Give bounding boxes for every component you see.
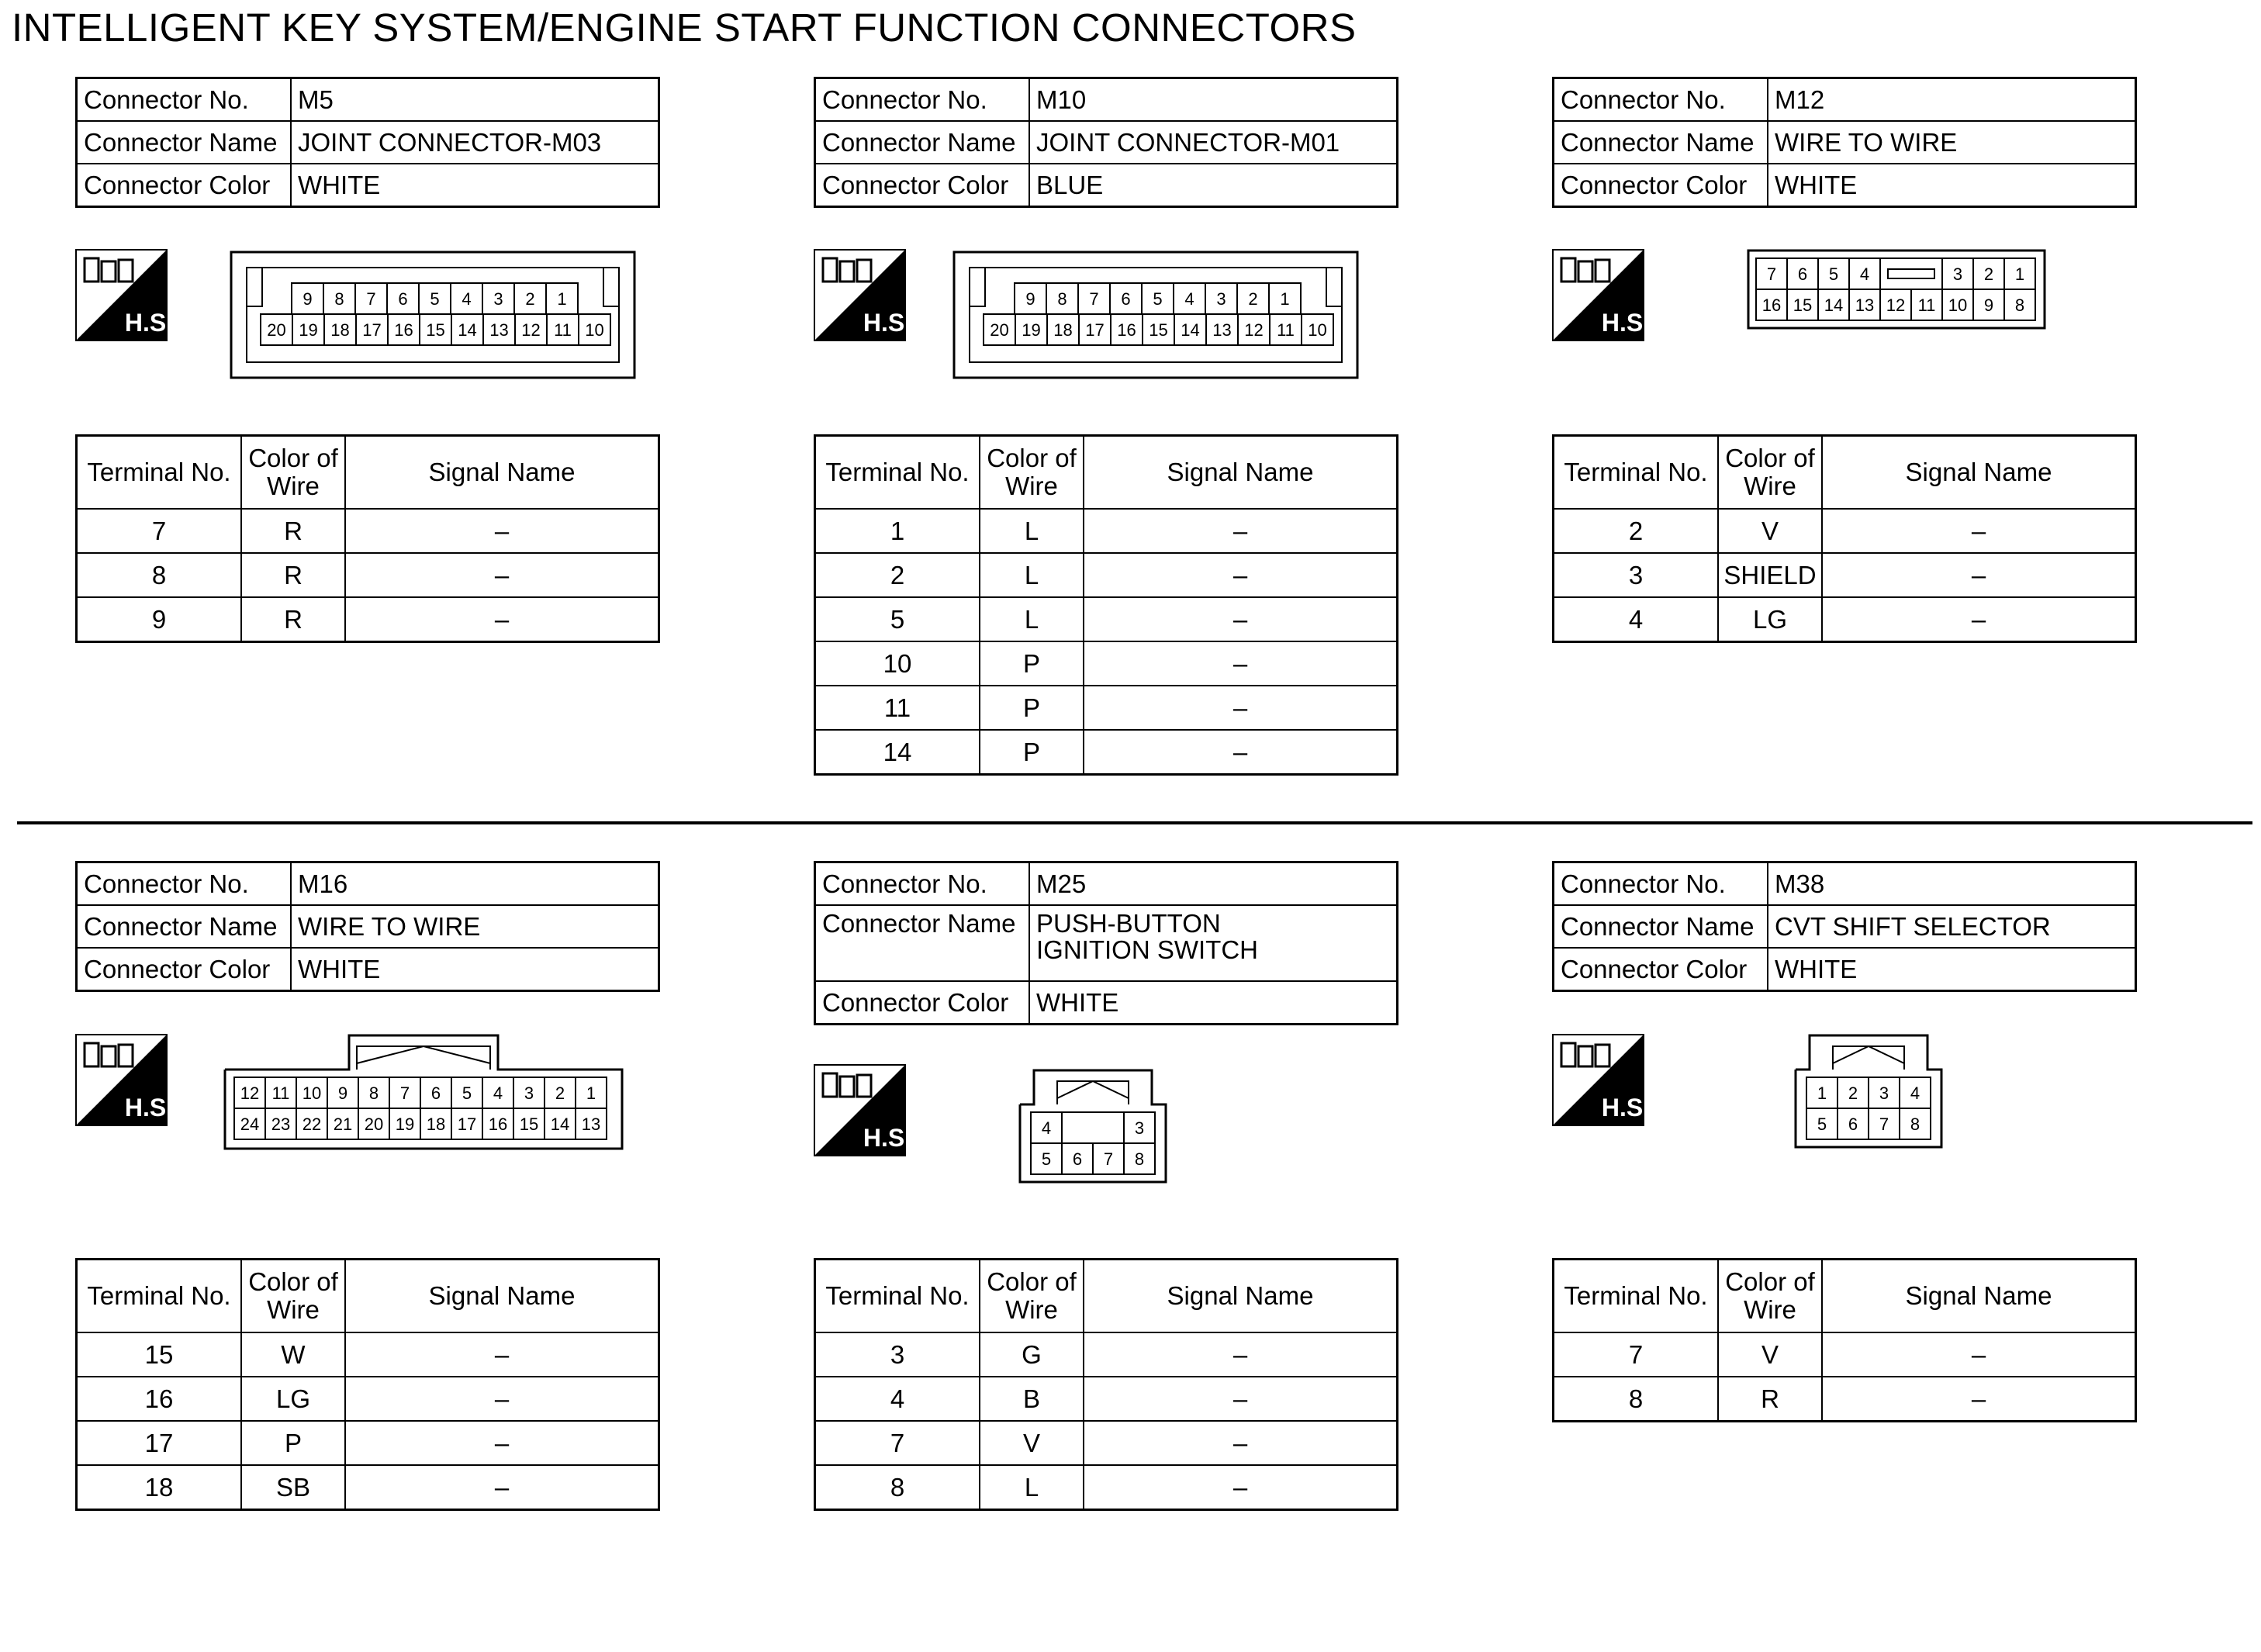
pin-number: 3 xyxy=(1952,264,1963,284)
pin-number: 12 xyxy=(521,320,541,340)
connector-no-value: M38 xyxy=(1768,862,2136,906)
label-connector-no: Connector No. xyxy=(815,78,1030,122)
wire-color-cell: P xyxy=(241,1421,345,1465)
table-row xyxy=(815,1377,1398,1421)
pin-number: 12 xyxy=(1244,320,1264,340)
terminal-no-cell: 3 xyxy=(1554,553,1719,597)
connector-block-m38 xyxy=(1552,861,2142,1413)
terminal-no-cell: 7 xyxy=(1554,1332,1719,1377)
header-color-of-wire: Color of Wire xyxy=(1718,436,1822,510)
connector-block-m16 xyxy=(75,861,665,1502)
pin-number: 22 xyxy=(302,1115,322,1134)
terminal-no-cell: 1 xyxy=(815,509,980,553)
pin-number: 10 xyxy=(585,320,604,340)
label-connector-no: Connector No. xyxy=(1554,78,1768,122)
connector-info-table xyxy=(814,77,1398,208)
pin-number: 4 xyxy=(493,1083,503,1103)
pin-number: 4 xyxy=(1041,1118,1052,1138)
terminal-no-cell: 7 xyxy=(77,509,242,553)
connector-face-diagram xyxy=(230,251,636,379)
pin-number: 6 xyxy=(1848,1115,1858,1134)
hs-label: H.S. xyxy=(1601,1094,1651,1121)
pin-number: 9 xyxy=(303,289,313,309)
pin-number: 13 xyxy=(1855,295,1875,315)
connector-info-table xyxy=(75,77,660,208)
pin-number: 8 xyxy=(368,1083,379,1103)
signal-name-cell: – xyxy=(345,597,659,642)
connector-block-m12 xyxy=(1552,77,2142,634)
header-signal-name: Signal Name xyxy=(1084,436,1398,510)
pin-number: 1 xyxy=(586,1083,596,1103)
connector-block-m5 xyxy=(75,77,665,634)
pin-number: 8 xyxy=(1910,1115,1920,1134)
pin-number: 16 xyxy=(1761,295,1782,315)
signal-name-cell: – xyxy=(1822,509,2136,553)
table-row xyxy=(77,1332,659,1377)
pin-number: 24 xyxy=(240,1115,260,1134)
pin-number: 6 xyxy=(1121,289,1131,309)
terminal-no-cell: 16 xyxy=(77,1377,242,1421)
hs-label: H.S. xyxy=(863,309,912,337)
label-connector-color: Connector Color xyxy=(1554,164,1768,207)
wire-color-cell: L xyxy=(980,553,1084,597)
pin-number: 1 xyxy=(1280,289,1290,309)
signal-name-cell: – xyxy=(1084,1421,1398,1465)
connector-no-value: M16 xyxy=(291,862,659,906)
pin-row-bottom xyxy=(234,1108,607,1139)
terminal-no-cell: 3 xyxy=(815,1332,980,1377)
table-row xyxy=(77,597,659,642)
table-row xyxy=(815,1421,1398,1465)
terminal-no-cell: 11 xyxy=(815,686,980,730)
wire-color-cell: P xyxy=(980,641,1084,686)
label-connector-no: Connector No. xyxy=(77,78,292,122)
header-color-of-wire: Color of Wire xyxy=(980,436,1084,510)
signal-name-cell: – xyxy=(1084,730,1398,775)
table-row xyxy=(815,686,1398,730)
connector-block-m10 xyxy=(814,77,1403,766)
pin-number: 5 xyxy=(1817,1115,1827,1134)
table-row xyxy=(815,597,1398,641)
pin-number: 2 xyxy=(1983,264,1994,284)
label-connector-no: Connector No. xyxy=(815,862,1030,906)
pin-row-top xyxy=(1806,1077,1931,1108)
hs-label: H.S. xyxy=(124,309,174,337)
connector-color-value: WHITE xyxy=(291,164,659,207)
header-terminal-no: Terminal No. xyxy=(77,1260,242,1333)
signal-name-cell: – xyxy=(1822,553,2136,597)
label-connector-name: Connector Name xyxy=(1554,121,1768,164)
signal-name-cell: – xyxy=(1822,597,2136,642)
pin-number: 2 xyxy=(1848,1083,1858,1103)
table-row xyxy=(77,1377,659,1421)
terminal-no-cell: 7 xyxy=(815,1421,980,1465)
signal-name-cell: – xyxy=(1084,1332,1398,1377)
wire-color-cell: P xyxy=(980,686,1084,730)
pin-number: 3 xyxy=(1134,1118,1145,1138)
connector-face-diagram xyxy=(952,251,1359,379)
connector-name-value: PUSH-BUTTON IGNITION SWITCH xyxy=(1029,905,1398,981)
connector-block-m25 xyxy=(814,861,1403,1502)
connector-name-value: WIRE TO WIRE xyxy=(1768,121,2136,164)
pin-number: 5 xyxy=(1041,1149,1052,1169)
label-connector-color: Connector Color xyxy=(815,981,1030,1025)
pin-number: 18 xyxy=(426,1115,446,1134)
pin-number: 18 xyxy=(330,320,350,340)
wire-color-cell: L xyxy=(980,1465,1084,1510)
wire-color-cell: SHIELD xyxy=(1718,553,1822,597)
pin-number: 11 xyxy=(271,1083,290,1103)
pin-number: 3 xyxy=(1879,1083,1889,1103)
connector-name-value: CVT SHIFT SELECTOR xyxy=(1768,905,2136,948)
header-terminal-no: Terminal No. xyxy=(815,1260,980,1333)
pin-number: 23 xyxy=(271,1115,291,1134)
header-terminal-no: Terminal No. xyxy=(1554,1260,1719,1333)
header-signal-name: Signal Name xyxy=(1822,1260,2136,1333)
pin-number: 20 xyxy=(267,320,286,340)
terminal-no-cell: 4 xyxy=(815,1377,980,1421)
section-divider xyxy=(17,821,2252,824)
pin-number: 16 xyxy=(394,320,413,340)
pin-number: 10 xyxy=(1308,320,1327,340)
table-row xyxy=(1554,1332,2136,1377)
table-row xyxy=(815,641,1398,686)
table-row xyxy=(815,1465,1398,1510)
pin-number: 2 xyxy=(555,1083,565,1103)
connector-name-value: JOINT CONNECTOR-M01 xyxy=(1029,121,1398,164)
pin-number: 10 xyxy=(302,1083,322,1103)
pin-number: 9 xyxy=(1983,295,1994,315)
table-row xyxy=(1554,509,2136,553)
pin-number: 14 xyxy=(1824,295,1844,315)
label-connector-no: Connector No. xyxy=(77,862,292,906)
signal-name-cell: – xyxy=(1084,553,1398,597)
pin-number: 21 xyxy=(333,1115,353,1134)
wire-color-cell: B xyxy=(980,1377,1084,1421)
label-connector-name: Connector Name xyxy=(815,905,1030,981)
wire-color-cell: R xyxy=(1718,1377,1822,1422)
signal-name-cell: – xyxy=(1084,641,1398,686)
signal-name-cell: – xyxy=(345,509,659,553)
label-connector-name: Connector Name xyxy=(1554,905,1768,948)
pin-number: 15 xyxy=(519,1115,539,1134)
connector-color-value: WHITE xyxy=(291,948,659,991)
pin-number: 7 xyxy=(399,1083,410,1103)
pin-number: 11 xyxy=(1917,295,1936,315)
terminal-no-cell: 15 xyxy=(77,1332,242,1377)
header-color-of-wire: Color of Wire xyxy=(1718,1260,1822,1333)
connector-info-table xyxy=(1552,861,2137,992)
pin-number: 1 xyxy=(557,289,567,309)
wire-color-cell: W xyxy=(241,1332,345,1377)
pin-number: 4 xyxy=(1910,1083,1920,1103)
connector-face-diagram xyxy=(1747,249,2046,330)
signal-name-cell: – xyxy=(1084,686,1398,730)
hs-label: H.S. xyxy=(863,1124,912,1152)
pin-number: 17 xyxy=(1085,320,1105,340)
pin-number: 17 xyxy=(362,320,382,340)
header-terminal-no: Terminal No. xyxy=(77,436,242,510)
terminal-no-cell: 9 xyxy=(77,597,242,642)
table-row xyxy=(815,1332,1398,1377)
table-row xyxy=(77,509,659,553)
terminal-no-cell: 18 xyxy=(77,1465,242,1510)
hs-label: H.S. xyxy=(1601,309,1651,337)
pin-cell xyxy=(1062,1112,1124,1143)
pin-number: 7 xyxy=(366,289,376,309)
pin-number: 20 xyxy=(990,320,1009,340)
key-slot xyxy=(1888,269,1934,278)
connector-info-table xyxy=(75,861,660,992)
pin-number: 18 xyxy=(1053,320,1073,340)
wire-color-cell: SB xyxy=(241,1465,345,1510)
pin-number: 5 xyxy=(1828,264,1839,284)
pin-number: 10 xyxy=(1948,295,1968,315)
pin-number: 14 xyxy=(458,320,477,340)
pin-number: 15 xyxy=(1149,320,1168,340)
pin-row-top xyxy=(1031,1112,1155,1143)
table-row xyxy=(815,509,1398,553)
pin-row-bottom xyxy=(1756,289,2035,320)
pin-number: 7 xyxy=(1089,289,1099,309)
terminal-table xyxy=(75,434,660,643)
wire-color-cell: R xyxy=(241,509,345,553)
table-row xyxy=(1554,597,2136,642)
pin-number: 6 xyxy=(430,1083,441,1103)
pin-number: 9 xyxy=(337,1083,348,1103)
pin-number: 16 xyxy=(1117,320,1136,340)
pin-number: 8 xyxy=(2014,295,2025,315)
header-color-of-wire: Color of Wire xyxy=(980,1260,1084,1333)
pin-number: 13 xyxy=(581,1115,601,1134)
pin-cell xyxy=(1880,258,1942,289)
label-connector-name: Connector Name xyxy=(77,905,292,948)
pin-number: 8 xyxy=(1134,1149,1145,1169)
pin-number: 2 xyxy=(525,289,535,309)
connector-color-value: BLUE xyxy=(1029,164,1398,207)
connector-face-diagram xyxy=(223,1034,624,1150)
connector-info-table xyxy=(1552,77,2137,208)
table-row xyxy=(77,553,659,597)
pin-row-top xyxy=(292,283,578,314)
harness-side-icon xyxy=(75,1034,174,1126)
header-color-of-wire: Color of Wire xyxy=(241,436,345,510)
signal-name-cell: – xyxy=(1084,1465,1398,1510)
wire-color-cell: P xyxy=(980,730,1084,775)
connector-face-diagram xyxy=(1018,1069,1167,1184)
signal-name-cell: – xyxy=(345,1377,659,1421)
label-connector-color: Connector Color xyxy=(1554,948,1768,991)
pin-number: 7 xyxy=(1766,264,1777,284)
harness-side-icon xyxy=(1552,1034,1651,1126)
pin-number: 7 xyxy=(1879,1115,1889,1134)
wire-color-cell: LG xyxy=(241,1377,345,1421)
connector-face-diagram xyxy=(1794,1034,1943,1149)
table-row xyxy=(77,1465,659,1510)
table-row xyxy=(815,730,1398,775)
signal-name-cell: – xyxy=(345,1465,659,1510)
label-connector-name: Connector Name xyxy=(77,121,292,164)
wire-color-cell: L xyxy=(980,597,1084,641)
connector-no-value: M12 xyxy=(1768,78,2136,122)
pin-number: 4 xyxy=(1859,264,1870,284)
pin-number: 14 xyxy=(550,1115,570,1134)
signal-name-cell: – xyxy=(1822,1332,2136,1377)
label-connector-color: Connector Color xyxy=(77,164,292,207)
pin-number: 1 xyxy=(2014,264,2025,284)
wire-color-cell: V xyxy=(1718,509,1822,553)
signal-name-cell: – xyxy=(345,1421,659,1465)
harness-side-icon xyxy=(814,1064,912,1156)
wire-color-cell: R xyxy=(241,553,345,597)
pin-row-bottom xyxy=(1031,1143,1155,1174)
terminal-table xyxy=(814,434,1398,776)
pin-number: 11 xyxy=(1277,320,1295,340)
pin-number: 14 xyxy=(1181,320,1200,340)
pin-number: 4 xyxy=(462,289,472,309)
header-signal-name: Signal Name xyxy=(345,436,659,510)
header-terminal-no: Terminal No. xyxy=(1554,436,1719,510)
pin-number: 13 xyxy=(1212,320,1232,340)
connector-color-value: WHITE xyxy=(1768,948,2136,991)
terminal-table xyxy=(75,1258,660,1511)
pin-number: 16 xyxy=(488,1115,508,1134)
signal-name-cell: – xyxy=(345,1332,659,1377)
pin-number: 7 xyxy=(1103,1149,1114,1169)
terminal-table xyxy=(814,1258,1398,1511)
pin-number: 5 xyxy=(462,1083,472,1103)
pin-number: 3 xyxy=(493,289,503,309)
pin-number: 6 xyxy=(1797,264,1808,284)
pin-row-top xyxy=(1015,283,1301,314)
harness-side-icon xyxy=(75,249,174,341)
terminal-no-cell: 14 xyxy=(815,730,980,775)
wire-color-cell: L xyxy=(980,509,1084,553)
pin-number: 19 xyxy=(1022,320,1041,340)
pin-number: 3 xyxy=(524,1083,534,1103)
terminal-no-cell: 2 xyxy=(1554,509,1719,553)
terminal-table xyxy=(1552,1258,2137,1422)
terminal-no-cell: 8 xyxy=(77,553,242,597)
pin-number: 1 xyxy=(1817,1083,1827,1103)
terminal-no-cell: 2 xyxy=(815,553,980,597)
pin-number: 12 xyxy=(1886,295,1906,315)
pin-number: 15 xyxy=(426,320,445,340)
pin-number: 4 xyxy=(1184,289,1194,309)
header-signal-name: Signal Name xyxy=(345,1260,659,1333)
harness-side-icon xyxy=(1552,249,1651,341)
signal-name-cell: – xyxy=(1084,597,1398,641)
label-connector-color: Connector Color xyxy=(815,164,1030,207)
page-title: INTELLIGENT KEY SYSTEM/ENGINE START FUNCTION CONNECTORS xyxy=(12,5,1357,50)
terminal-no-cell: 4 xyxy=(1554,597,1719,642)
connector-color-value: WHITE xyxy=(1029,981,1398,1025)
terminal-no-cell: 8 xyxy=(1554,1377,1719,1422)
table-row xyxy=(1554,553,2136,597)
terminal-no-cell: 10 xyxy=(815,641,980,686)
header-terminal-no: Terminal No. xyxy=(815,436,980,510)
header-signal-name: Signal Name xyxy=(1084,1260,1398,1333)
connector-info-table xyxy=(814,861,1398,1025)
pin-row-top xyxy=(234,1077,607,1108)
pin-number: 19 xyxy=(299,320,318,340)
connector-color-value: WHITE xyxy=(1768,164,2136,207)
connector-name-value: JOINT CONNECTOR-M03 xyxy=(291,121,659,164)
header-signal-name: Signal Name xyxy=(1822,436,2136,510)
connector-name-value: WIRE TO WIRE xyxy=(291,905,659,948)
wire-color-cell: V xyxy=(980,1421,1084,1465)
pin-number: 8 xyxy=(1057,289,1067,309)
wire-color-cell: R xyxy=(241,597,345,642)
table-row xyxy=(815,553,1398,597)
pin-row-bottom xyxy=(261,314,610,345)
signal-name-cell: – xyxy=(1084,1377,1398,1421)
pin-number: 13 xyxy=(489,320,509,340)
wire-color-cell: LG xyxy=(1718,597,1822,642)
pin-number: 15 xyxy=(1793,295,1813,315)
pin-row-bottom xyxy=(984,314,1333,345)
label-connector-no: Connector No. xyxy=(1554,862,1768,906)
pin-number: 3 xyxy=(1216,289,1226,309)
table-row xyxy=(77,1421,659,1465)
pin-row-bottom xyxy=(1806,1108,1931,1139)
pin-number: 6 xyxy=(1072,1149,1083,1169)
signal-name-cell: – xyxy=(1822,1377,2136,1422)
pin-number: 8 xyxy=(334,289,344,309)
wire-color-cell: G xyxy=(980,1332,1084,1377)
connector-no-value: M5 xyxy=(291,78,659,122)
connector-no-value: M10 xyxy=(1029,78,1398,122)
signal-name-cell: – xyxy=(1084,509,1398,553)
harness-side-icon xyxy=(814,249,912,341)
label-connector-name: Connector Name xyxy=(815,121,1030,164)
terminal-no-cell: 8 xyxy=(815,1465,980,1510)
terminal-table xyxy=(1552,434,2137,643)
header-color-of-wire: Color of Wire xyxy=(241,1260,345,1333)
terminal-no-cell: 17 xyxy=(77,1421,242,1465)
wire-color-cell: V xyxy=(1718,1332,1822,1377)
terminal-no-cell: 5 xyxy=(815,597,980,641)
table-row xyxy=(1554,1377,2136,1422)
pin-row-top xyxy=(1756,258,2035,289)
connector-no-value: M25 xyxy=(1029,862,1398,906)
pin-number: 17 xyxy=(457,1115,477,1134)
pin-number: 20 xyxy=(364,1115,384,1134)
pin-number: 5 xyxy=(430,289,440,309)
signal-name-cell: – xyxy=(345,553,659,597)
label-connector-color: Connector Color xyxy=(77,948,292,991)
pin-number: 19 xyxy=(395,1115,415,1134)
pin-number: 2 xyxy=(1248,289,1258,309)
pin-number: 12 xyxy=(240,1083,260,1103)
pin-number: 6 xyxy=(398,289,408,309)
hs-label: H.S. xyxy=(124,1094,174,1121)
pin-number: 5 xyxy=(1153,289,1163,309)
pin-number: 11 xyxy=(554,320,572,340)
pin-number: 9 xyxy=(1025,289,1035,309)
